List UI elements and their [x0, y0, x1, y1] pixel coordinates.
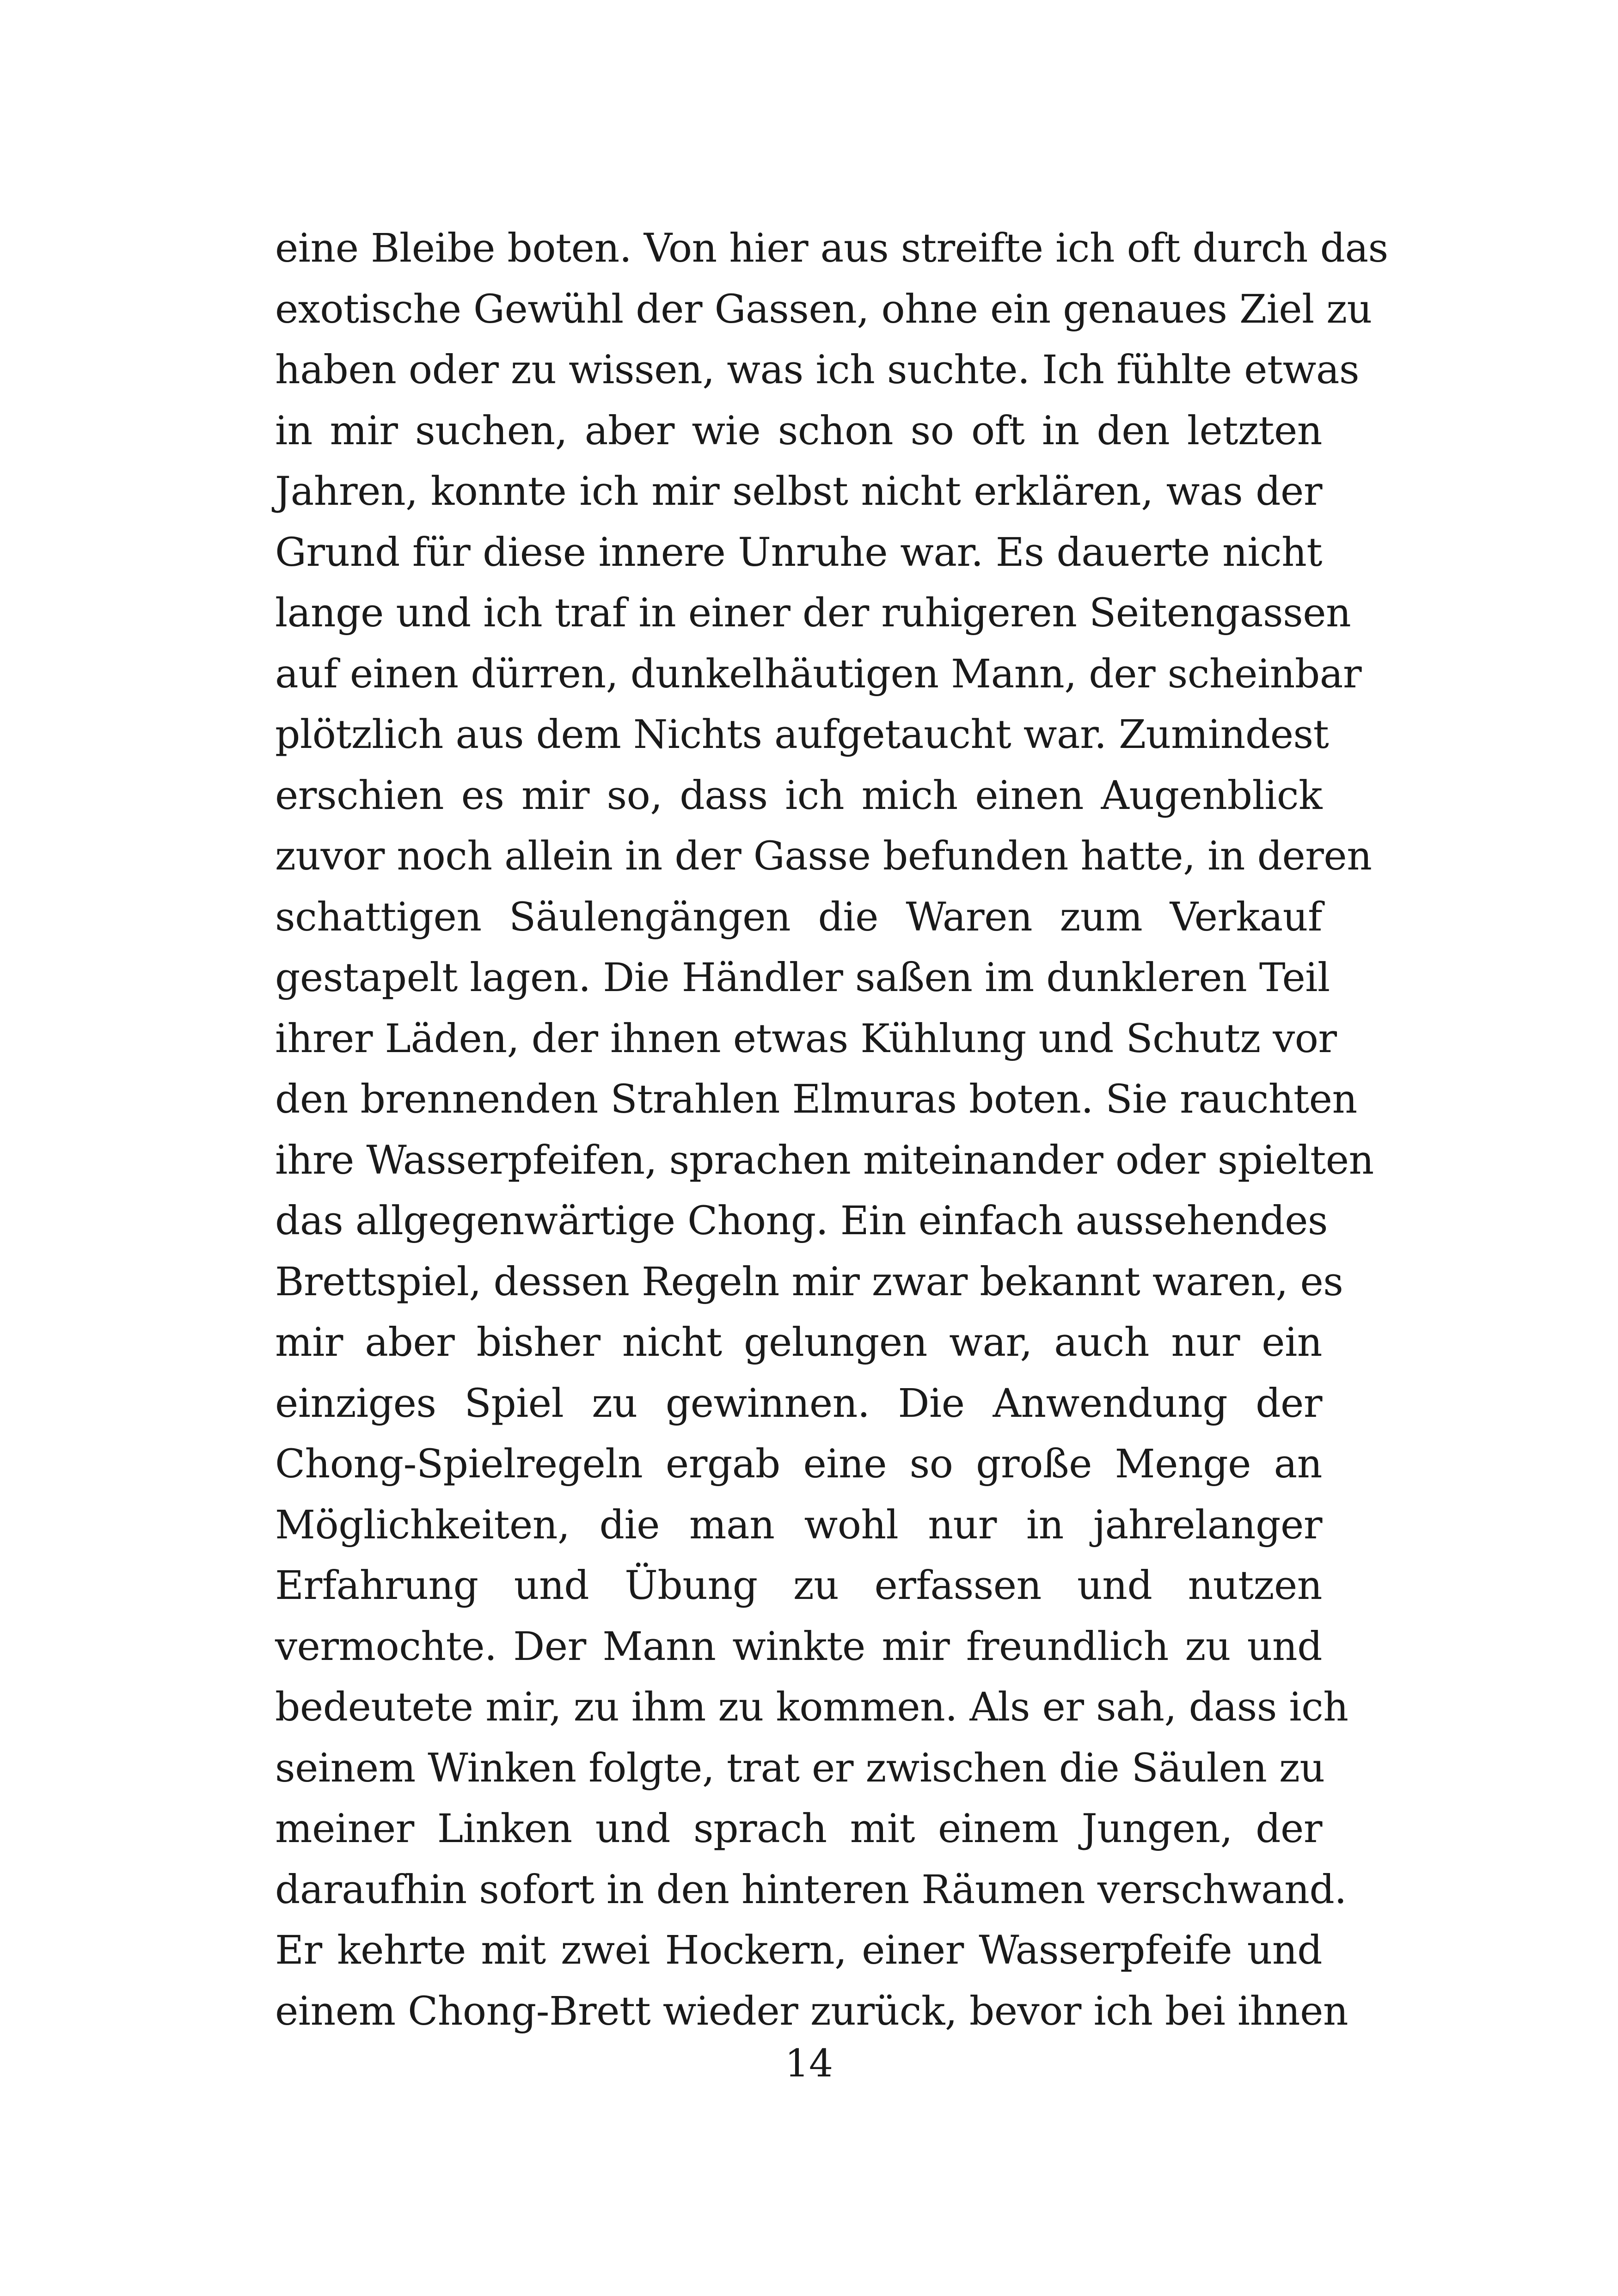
text-line: Jahren, konnte ich mir selbst nicht erklären, was der — [275, 469, 1322, 514]
body-text — [275, 218, 1388, 2042]
text-line: zuvor noch allein in der Gasse befunden hatte, in deren — [275, 833, 1372, 879]
text-line: mir aber bisher nicht gelungen war, auch nur ein — [275, 1320, 1322, 1365]
text-line: meiner Linken und sprach mit einem Jungen, der — [275, 1806, 1322, 1852]
text-line: haben oder zu wissen, was ich suchte. Ich fühlte etwas — [275, 347, 1360, 393]
text-line: exotische Gewühl der Gassen, ohne ein genaues Ziel zu — [275, 286, 1372, 332]
text-line: einziges Spiel zu gewinnen. Die Anwendung der — [275, 1380, 1322, 1427]
text-line: Er kehrte mit zwei Hockern, einer Wasserpfeife und — [275, 1928, 1322, 1973]
text-line: den brennenden Strahlen Elmuras boten. Sie rauchten — [275, 1077, 1357, 1122]
text-line: in mir suchen, aber wie schon so oft in den letzten — [275, 408, 1322, 454]
text-line: Möglichkeiten, die man wohl nur in jahrelanger — [275, 1502, 1322, 1548]
text-line: erschien es mir so, dass ich mich einen Augenblick — [275, 772, 1322, 819]
text-line: daraufhin sofort in den hinteren Räumen verschwand. — [275, 1867, 1347, 1913]
text-line: das allgegenwärtige Chong. Ein einfach aussehendes — [275, 1198, 1328, 1244]
text-line: lange und ich traf in einer der ruhigeren Seitengassen — [275, 590, 1351, 636]
text-line: eine Bleibe boten. Von hier aus streifte ich oft durch das — [275, 226, 1388, 271]
text-line: Erfahrung und Übung zu erfassen und nutzen — [275, 1563, 1322, 1609]
text-line: gestapelt lagen. Die Händler saßen im dunkleren Teil — [275, 955, 1330, 1001]
text-line: einem Chong-Brett wieder zurück, bevor ich bei ihnen — [275, 1988, 1348, 2034]
text-line: schattigen Säulengängen die Waren zum Verkauf — [275, 894, 1322, 940]
page-number: 14 — [784, 2042, 834, 2086]
text-line: bedeutete mir, zu ihm zu kommen. Als er sah, dass ich — [275, 1684, 1348, 1730]
text-line: plötzlich aus dem Nichts aufgetaucht war. Zumindest — [275, 712, 1329, 758]
text-line: seinem Winken folgte, trat er zwischen die Säulen zu — [275, 1745, 1325, 1791]
text-line: auf einen dürren, dunkelhäutigen Mann, der scheinbar — [275, 651, 1362, 697]
text-line: vermochte. Der Mann winkte mir freundlich zu und — [275, 1623, 1322, 1670]
text-line: Chong-Spielregeln ergab eine so große Menge an — [275, 1441, 1322, 1487]
text-line: Brettspiel, dessen Regeln mir zwar bekannt waren, es — [275, 1259, 1343, 1305]
text-line: ihre Wasserpfeifen, sprachen miteinander oder spielten — [275, 1137, 1374, 1183]
text-line: ihrer Läden, der ihnen etwas Kühlung und Schutz vor — [275, 1016, 1337, 1062]
text-line: Grund für diese innere Unruhe war. Es dauerte nicht — [275, 529, 1322, 576]
